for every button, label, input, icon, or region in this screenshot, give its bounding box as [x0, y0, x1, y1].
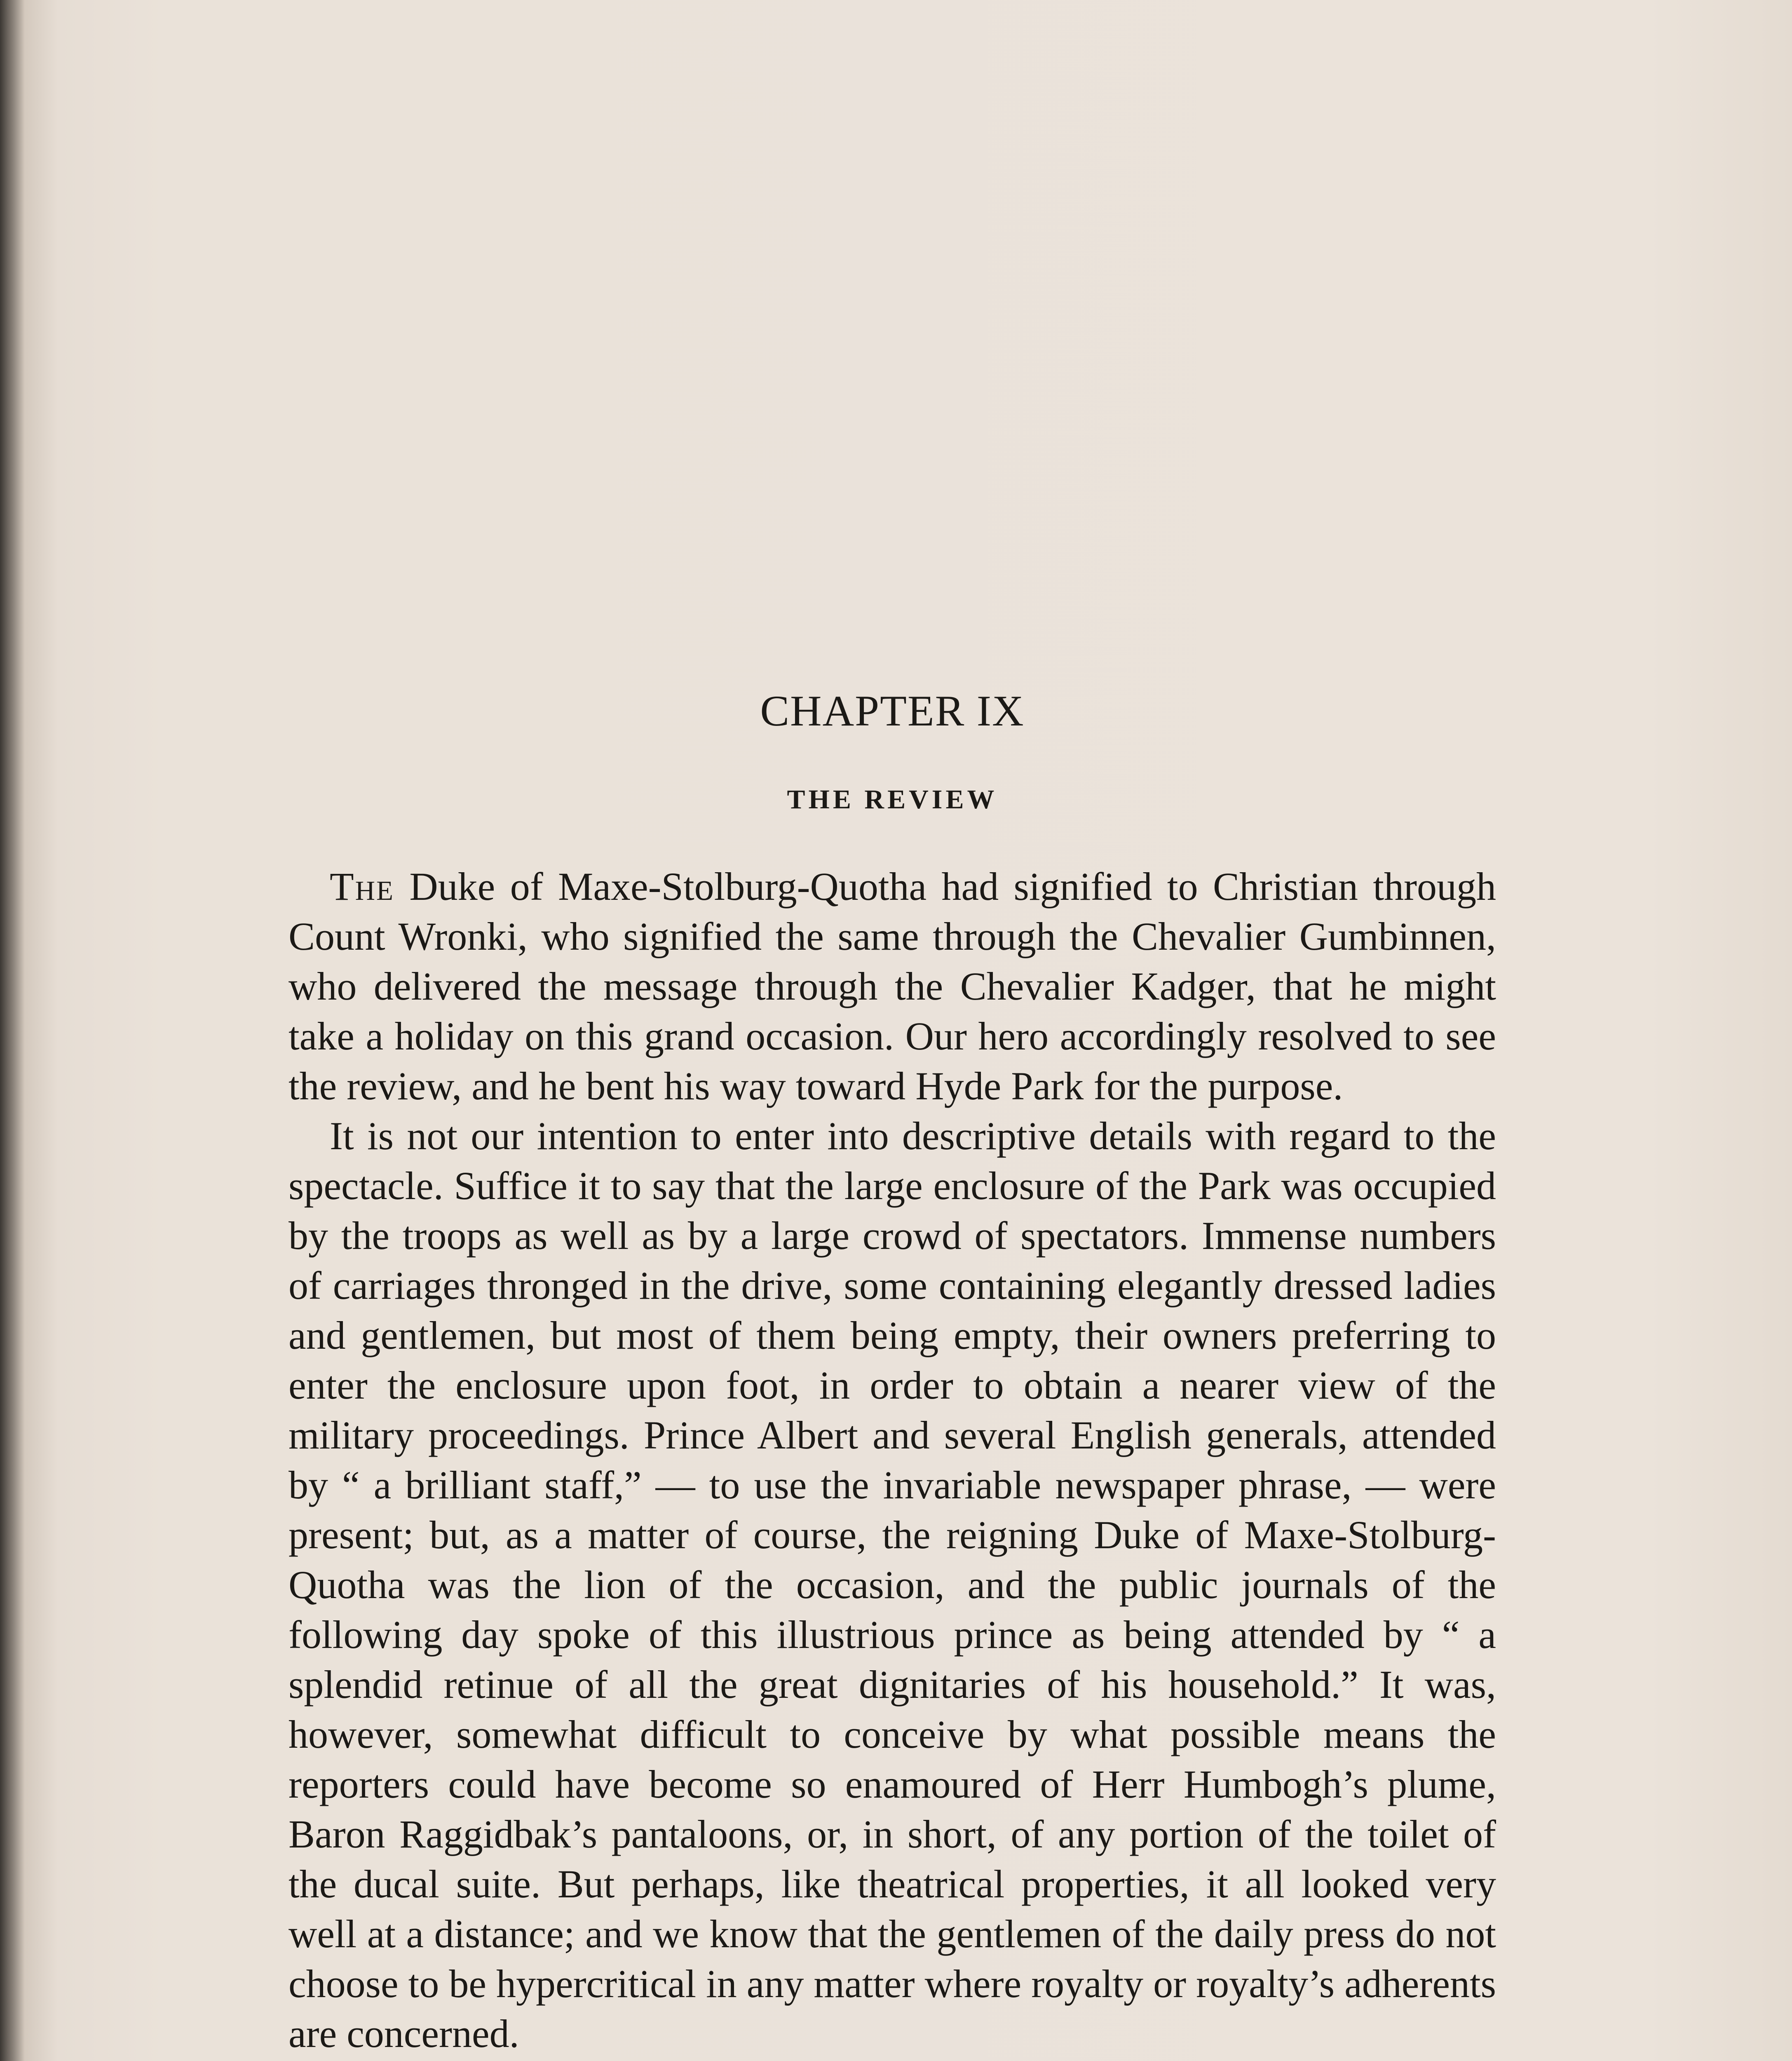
paragraph-text: It is not our intention to enter into descriptive details with regard to the spectacle. Suffice it to say that the large enclosure of the Park was occupied by the troops as well as by a large crowd of spectators. Immense numbers of carriages thronged in the drive, some containing elegantly dressed ladies and gentlemen, but most of them being empty, their owners preferring to enter the enclosure upon foot, in order to obtain a nearer view of the military proceedings. Prince Albert and several English generals, attended by “ a brilliant staff,” — to use the invariable newspaper phrase, — were present; but, as a matter of course, the reigning Duke of Maxe-Stolburg-Quotha was the lion of the occasion, and the public journals of the following day spoke of this illustrious prince as being attended by “ a splendid retinue of all the great dignitaries of his household.” It was, however, somewhat difficult to conceive by what possible means the reporters could have become so enamoured of Herr Humbogh’s plume, Baron Raggidbak’s pantaloons, or, in short, of any portion of the toilet of the ducal suite. But perhaps, like theatrical properties, it all looked very well at a distance; and we know that the gentlemen of the daily press do not choose to be hypercritical in any matter where royalty or royalty’s adherents are concerned.: [289, 1114, 1496, 2056]
paragraph-lead-word: The: [330, 864, 394, 908]
paragraph-1: [289, 861, 1496, 1111]
chapter-subtitle: THE REVIEW: [787, 784, 998, 815]
paragraph-text: Duke of Maxe-Stolburg-Quotha had signified to Christian through Count Wronki, who signified the same through the Chevalier Gumbinnen, who delivered the message through the Chevalier Kadger, that he might take a holiday on this grand occasion. Our hero accordingly resolved to see the review, and he bent his way toward Hyde Park for the purpose.: [289, 864, 1496, 1108]
paragraph-2: [289, 1111, 1496, 2059]
binding-shadow: [0, 0, 25, 2061]
page-content: [289, 684, 1496, 2059]
chapter-title: CHAPTER IX: [760, 687, 1025, 735]
